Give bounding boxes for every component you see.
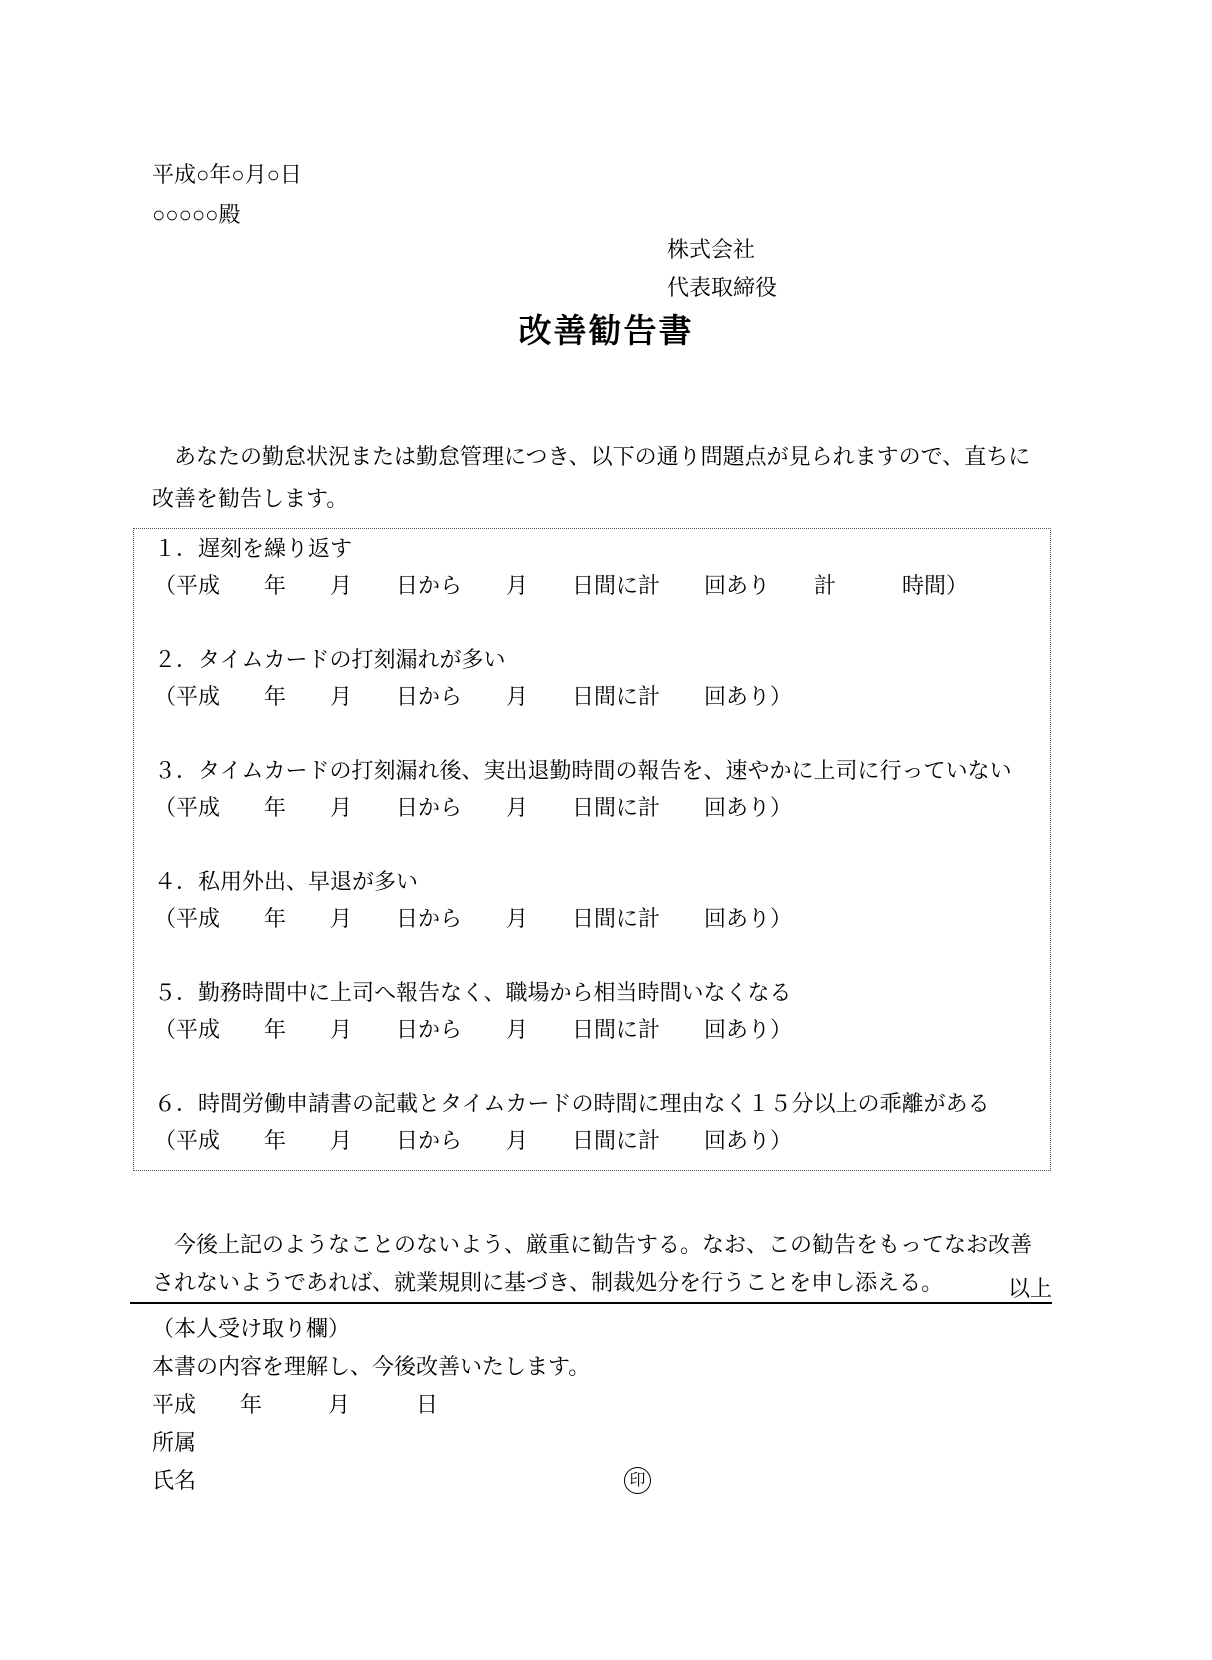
receipt-statement: 本書の内容を理解し、今後改善いたします。 — [152, 1354, 591, 1379]
issue-detail: （平成 年 月 日から 月 日間に計 回あり 計 時間） — [154, 573, 969, 598]
receipt-name-label: 氏名 — [152, 1468, 197, 1493]
issue-item-2 — [154, 641, 1036, 715]
issue-title: ２．タイムカードの打刻漏れが多い — [154, 647, 506, 672]
closing-word-ijou: 以上 — [1007, 1276, 1052, 1301]
sender-block — [667, 231, 777, 307]
sender-representative: 代表取締役 — [667, 275, 778, 300]
inkan-seal-icon: 印 — [624, 1467, 651, 1494]
separator-rule — [130, 1302, 1052, 1304]
closing-line-1: 今後上記のようなことのないよう、厳重に勧告する。なお、この勧告をもってなお改善 — [152, 1232, 1033, 1257]
issue-title: ５．勤務時間中に上司へ報告なく、職場から相当時間いなくなる — [154, 980, 792, 1005]
issue-detail: （平成 年 月 日から 月 日間に計 回あり） — [154, 1128, 793, 1153]
issues-box — [133, 528, 1051, 1171]
issue-item-3 — [154, 752, 1036, 826]
issue-item-4 — [154, 863, 1036, 937]
issue-title: １．遅刻を繰り返す — [154, 536, 353, 561]
issue-item-1 — [154, 530, 1036, 604]
document-title: 改善勧告書 — [518, 314, 694, 350]
receipt-date-line: 平成 年 月 日 — [152, 1392, 439, 1417]
issue-date: 平成○年○月○日 — [152, 162, 302, 187]
receipt-name-row — [152, 1462, 1052, 1500]
receipt-section — [152, 1310, 1052, 1500]
issue-title: ４．私用外出、早退が多い — [154, 869, 419, 894]
addressee: ○○○○○殿 — [152, 202, 241, 227]
issue-detail: （平成 年 月 日から 月 日間に計 回あり） — [154, 795, 793, 820]
issue-item-5 — [154, 974, 1036, 1048]
issue-title: ３．タイムカードの打刻漏れ後、実出退勤時間の報告を、速やかに上司に行っていない — [154, 758, 1012, 783]
issue-detail: （平成 年 月 日から 月 日間に計 回あり） — [154, 1017, 793, 1042]
intro-paragraph — [152, 436, 1062, 520]
issue-item-6 — [154, 1085, 1036, 1159]
receipt-affiliation-label: 所属 — [152, 1430, 197, 1455]
sender-company: 株式会社 — [667, 237, 756, 262]
issue-detail: （平成 年 月 日から 月 日間に計 回あり） — [154, 684, 793, 709]
issue-title: ６．時間労働申請書の記載とタイムカードの時間に理由なく１５分以上の乖離がある — [154, 1091, 990, 1116]
issue-detail: （平成 年 月 日から 月 日間に計 回あり） — [154, 906, 793, 931]
intro-line-1: あなたの勤怠状況または勤怠管理につき、以下の通り問題点が見られますので、直ちに — [152, 444, 1031, 469]
receipt-header: （本人受け取り欄） — [152, 1316, 351, 1341]
intro-line-2: 改善を勧告します。 — [152, 486, 349, 511]
closing-line-2: されないようであれば、就業規則に基づき、制裁処分を行うことを申し添える。 — [152, 1270, 944, 1295]
